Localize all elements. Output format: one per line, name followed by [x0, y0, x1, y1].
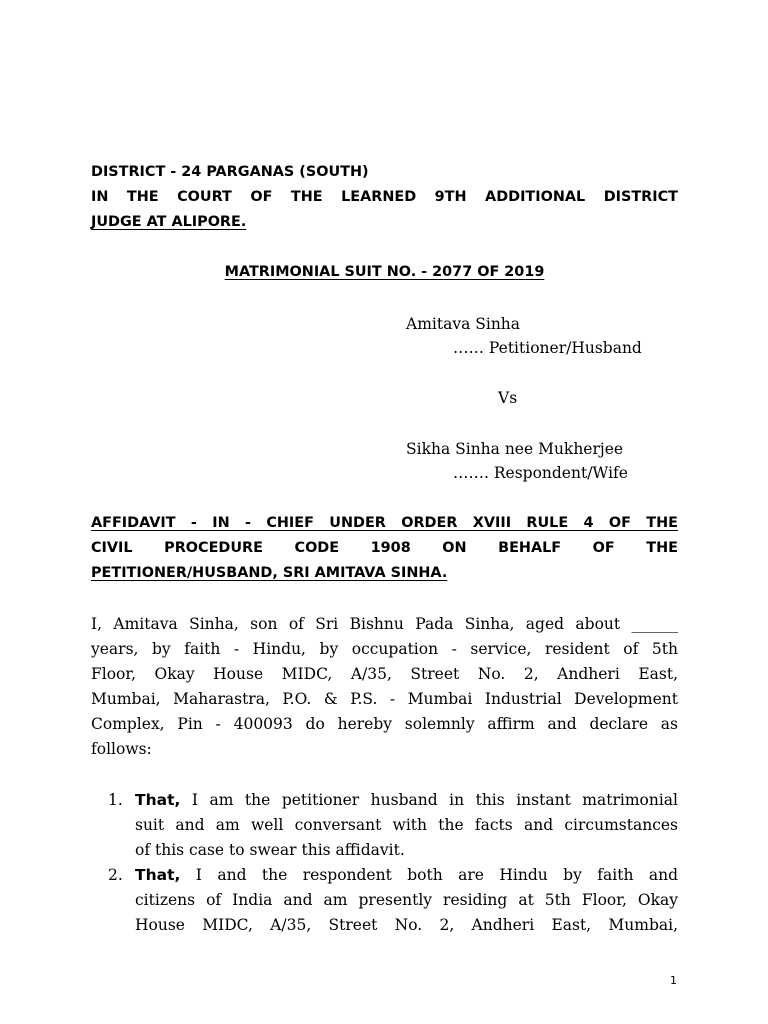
list-item-line: of this case to swear this affidavit.: [135, 841, 405, 859]
list-item-body: [135, 788, 678, 863]
list-item-lead: That,: [135, 791, 181, 809]
list-item-first-line: [135, 863, 678, 888]
court-heading-line-2-text: JUDGE AT ALIPORE.: [91, 214, 247, 230]
intro-line: I, Amitava Sinha, son of Sri Bishnu Pada Sinha, aged about ______: [91, 615, 678, 633]
intro-line: Complex, Pin - 400093 do hereby solemnly affirm and declare as: [91, 715, 678, 733]
intro-paragraph: [91, 612, 678, 762]
list-item-line: suit and am well conversant with the facts and circumstances: [135, 816, 678, 834]
intro-line: years, by faith - Hindu, by occupation - service, resident of 5th: [91, 640, 678, 658]
suit-number-heading: [91, 260, 678, 285]
affidavit-title-line-3: [91, 561, 678, 586]
list-item-line: House MIDC, A/35, Street No. 2, Andheri East, Mumbai,: [135, 916, 678, 934]
district-heading: DISTRICT - 24 PARGANAS (SOUTH): [91, 164, 369, 180]
list-item-number: 1.: [108, 791, 123, 809]
court-heading-line-1: IN THE COURT OF THE LEARNED 9TH ADDITIONAL DISTRICT: [91, 189, 678, 205]
list-item-first-rest: I am the petitioner husband in this instant matrimonial: [180, 791, 678, 809]
respondent-role: ……. Respondent/Wife: [453, 464, 628, 482]
list-item-lead: That,: [135, 866, 181, 884]
list-item-first-line: [135, 788, 678, 813]
list-item-line: citizens of India and am presently residing at 5th Floor, Okay: [135, 891, 678, 909]
intro-line: follows:: [91, 740, 152, 758]
affidavit-title-line-1-text: AFFIDAVIT - IN - CHIEF UNDER ORDER XVIII RULE 4 OF THE: [91, 515, 678, 531]
affidavit-title-line-3-text: PETITIONER/HUSBAND, SRI AMITAVA SINHA.: [91, 565, 448, 581]
suit-number-text: MATRIMONIAL SUIT NO. - 2077 OF 2019: [224, 264, 545, 280]
court-heading-line-2: [91, 210, 678, 235]
affidavit-title-line-1: [91, 511, 678, 536]
affidavit-title-line-2-text: CIVIL PROCEDURE CODE 1908 ON BEHALF OF THE: [91, 540, 678, 556]
petitioner-name: Amitava Sinha: [406, 315, 521, 333]
list-item-number: 2.: [108, 866, 123, 884]
affidavit-title-line-2: [91, 536, 678, 561]
list-item-body: [135, 863, 678, 938]
page-number: 1: [670, 974, 677, 987]
respondent-name: Sikha Sinha nee Mukherjee: [406, 440, 624, 458]
versus-label: Vs: [498, 389, 518, 407]
intro-line: Floor, Okay House MIDC, A/35, Street No. 2, Andheri East,: [91, 665, 678, 683]
intro-line: Mumbai, Maharastra, P.O. & P.S. - Mumbai Industrial Development: [91, 690, 678, 708]
list-item-first-rest: I and the respondent both are Hindu by faith and: [180, 866, 678, 884]
petitioner-role: …… Petitioner/Husband: [453, 339, 642, 357]
